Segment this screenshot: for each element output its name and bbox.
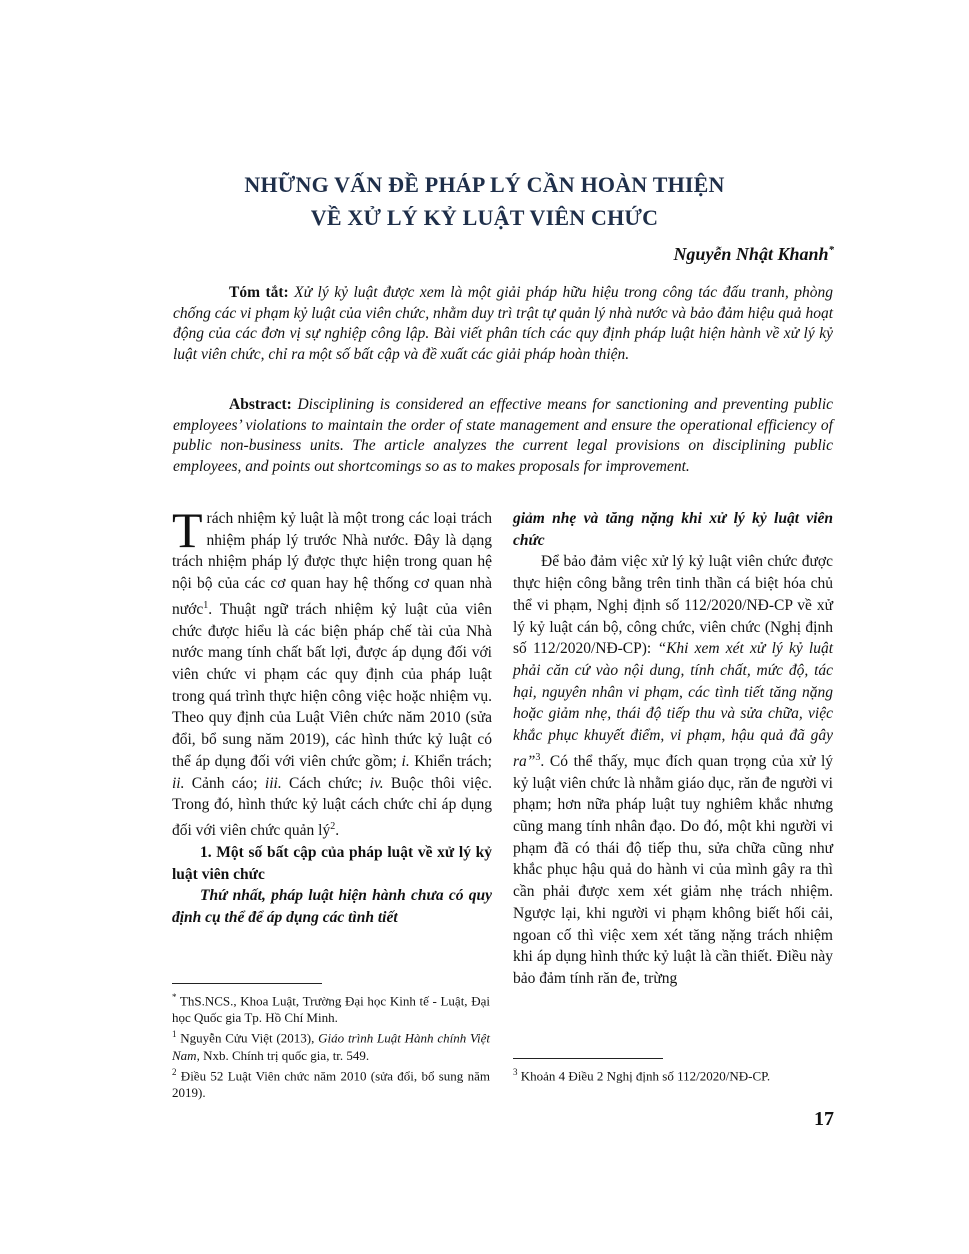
footnote-rule-left: [172, 983, 322, 984]
drop-cap: T: [172, 502, 203, 558]
footnotes-left: [172, 989, 490, 1101]
page-number: 17: [814, 1108, 834, 1130]
abstract-vn-label: Tóm tắt:: [229, 284, 289, 301]
abstract-english: [173, 395, 833, 477]
footnote-1-text-a: Nguyễn Cửu Việt (2013),: [176, 1030, 319, 1046]
section-heading: 1. Một số bất cập của pháp luật về xử lý kỷ luật viên chức: [172, 843, 492, 883]
footnote-2-text: Điều 52 Luật Viên chức năm 2010 (sửa đổi, bổ sung năm 2019).: [172, 1067, 490, 1100]
abstract-en-text: Disciplining is considered an effective means for sanctioning and preventing public employees’ violations to maintain the order of state management and ensure the operational efficiency of public non-business units. The article analyzes the current legal provisions on disciplining public employees, and points out shortcomings so as to makes proposals for improvement.: [173, 396, 834, 475]
abstract-vn-text: Xử lý kỷ luật được xem là một giải pháp hữu hiệu trong công tác đấu tranh, phòng chống các vi phạm kỷ luật của viên chức, nhằm duy trì trật tự quản lý nhà nước và bảo đảm hiệu quả hoạt động của các đơn vị sự nghiệp công lập. Bài viết phân tích các quy định pháp luật hiện hành về xử lý kỷ luật viên chức, chỉ ra một số bất cập và đề xuất các giải pháp hoàn thiện.: [173, 284, 833, 363]
author-footnote-mark: *: [828, 244, 834, 256]
footnote-3: [513, 1064, 831, 1084]
intro-paragraph: [172, 502, 492, 842]
abstract-vietnamese: [173, 283, 833, 365]
footnote-3-mark: 3: [513, 1067, 518, 1077]
list-marker-iv: iv.: [369, 774, 384, 792]
footnote-author-text: ThS.NCS., Khoa Luật, Trường Đại học Kinh tế - Luật, Đại học Quốc gia Tp. Hồ Chí Minh.: [172, 993, 490, 1026]
body-text-2: . Có thể thấy, mục đích quan trọng của xử lý kỷ luật viên chức là nhằm giáo dục, răn đe người vi phạm; hơn nữa pháp luật tuy nghiêm khắc nhưng cũng mang tính nhân đạo. Do đó, một khi người vi phạm đã có thái độ tiếp thu, sửa chữa cũng như khắc phục hậu quả do hành vi của mình gây ra thì cần phải được xem xét giảm nhẹ trách nhiệm. Ngược lại, khi người vi phạm không biết hối cải, ngoan cố thì việc xem xét tăng nặng trách nhiệm khi áp dụng hình thức kỷ luật là cần thiết. Điều này bảo đảm tính răn đe, trừng: [513, 752, 833, 987]
list-item-3: Cách chức;: [281, 774, 363, 792]
list-marker-iii: iii.: [264, 774, 282, 792]
footnote-1: [172, 1026, 490, 1063]
body-paragraph: [513, 551, 833, 989]
title-line-1: NHỮNG VẤN ĐỀ PHÁP LÝ CẦN HOÀN THIỆN: [244, 172, 725, 197]
intro-text-a: rách nhiệm kỷ luật là một trong các loại trách nhiệm pháp lý trước Nhà nước. Đây là dạng trách nhiệm pháp lý được thực hiện trong quan hệ nội bộ của các cơ quan hay hệ thống cơ quan nhà nước: [172, 510, 492, 618]
footnote-author-mark: *: [172, 992, 177, 1002]
list-item-1: Khiển trách;: [409, 752, 492, 770]
list-marker-i: i.: [401, 752, 410, 770]
footnote-3-text: Khoản 4 Điều 2 Nghị định số 112/2020/NĐ-CP.: [517, 1068, 771, 1084]
list-item-2: Cảnh cáo;: [184, 774, 258, 792]
body-text-1: Để bảo đảm việc xử lý kỷ luật viên chức được thực hiện công bằng trên tinh thần cá biệt hóa chủ thể vi phạm, Nghị định số 112/2020/NĐ-CP về xử lý kỷ luật cán bộ, công chức, viên chức (Nghị định số 112/2020/NĐ-CP):: [513, 553, 833, 658]
footnote-1-title: Giáo trình Luật Hành chính Việt Nam: [172, 1030, 490, 1063]
subsection-heading: Thứ nhất, pháp luật hiện hành chưa có quy định cụ thể để áp dụng các tình tiết: [172, 887, 492, 926]
footnote-rule-right: [513, 1058, 663, 1059]
intro-text-b: . Thuật ngữ trách nhiệm kỷ luật của viên chức được hiểu là các biện pháp chế tài của Nhà nước mang tính chất bất lợi, được áp dụng đối với viên chức vi phạm các quy định của pháp luật trong quá trình thực hiện công việc hoặc nhiệm vụ. Theo quy định của Luật Viên chức năm 2010 (sửa đổi, bổ sung năm 2019), các hình thức kỷ luật có thể áp dụng đối với viên chức gồm;: [172, 600, 492, 770]
subsection-heading-cont: giảm nhẹ và tăng nặng khi xử lý kỷ luật viên chức: [513, 510, 833, 549]
left-column: [172, 502, 492, 929]
footnote-ref-3: 3: [535, 751, 541, 763]
footnotes-right: [513, 1064, 831, 1084]
list-marker-ii: ii.: [172, 774, 185, 792]
footnote-ref-2: 2: [330, 821, 336, 832]
intro-end: .: [335, 822, 340, 840]
footnote-2-mark: 2: [172, 1066, 177, 1077]
footnote-ref-1: 1: [203, 599, 209, 611]
author-name: Nguyễn Nhật Khanh: [673, 244, 829, 264]
footnote-2: [172, 1064, 490, 1101]
list-item-4: Buộc thôi việc. Trong đó, hình thức kỷ luật cách chức chỉ áp dụng đối với viên chức quản lý: [172, 774, 492, 840]
article-title: [120, 168, 849, 234]
footnote-author: [172, 989, 490, 1026]
right-column: [513, 508, 833, 990]
quote-text: “Khi xem xét xử lý kỷ luật phải căn cứ vào nội dung, tính chất, mức độ, tác hại, nguyên nhân vi phạm, các tình tiết tăng nặng hoặc giảm nhẹ, thái độ tiếp thu và sửa chữa, việc khắc phục khuyết điểm, vi phạm, hậu quả đã gây ra”: [513, 640, 834, 770]
title-line-2: VỀ XỬ LÝ KỶ LUẬT VIÊN CHỨC: [310, 205, 659, 230]
abstract-en-label: Abstract:: [229, 396, 292, 413]
footnote-1-mark: 1: [172, 1029, 177, 1040]
author: [673, 244, 834, 265]
footnote-1-text-b: , Nxb. Chính trị quốc gia, tr. 549.: [196, 1047, 370, 1063]
